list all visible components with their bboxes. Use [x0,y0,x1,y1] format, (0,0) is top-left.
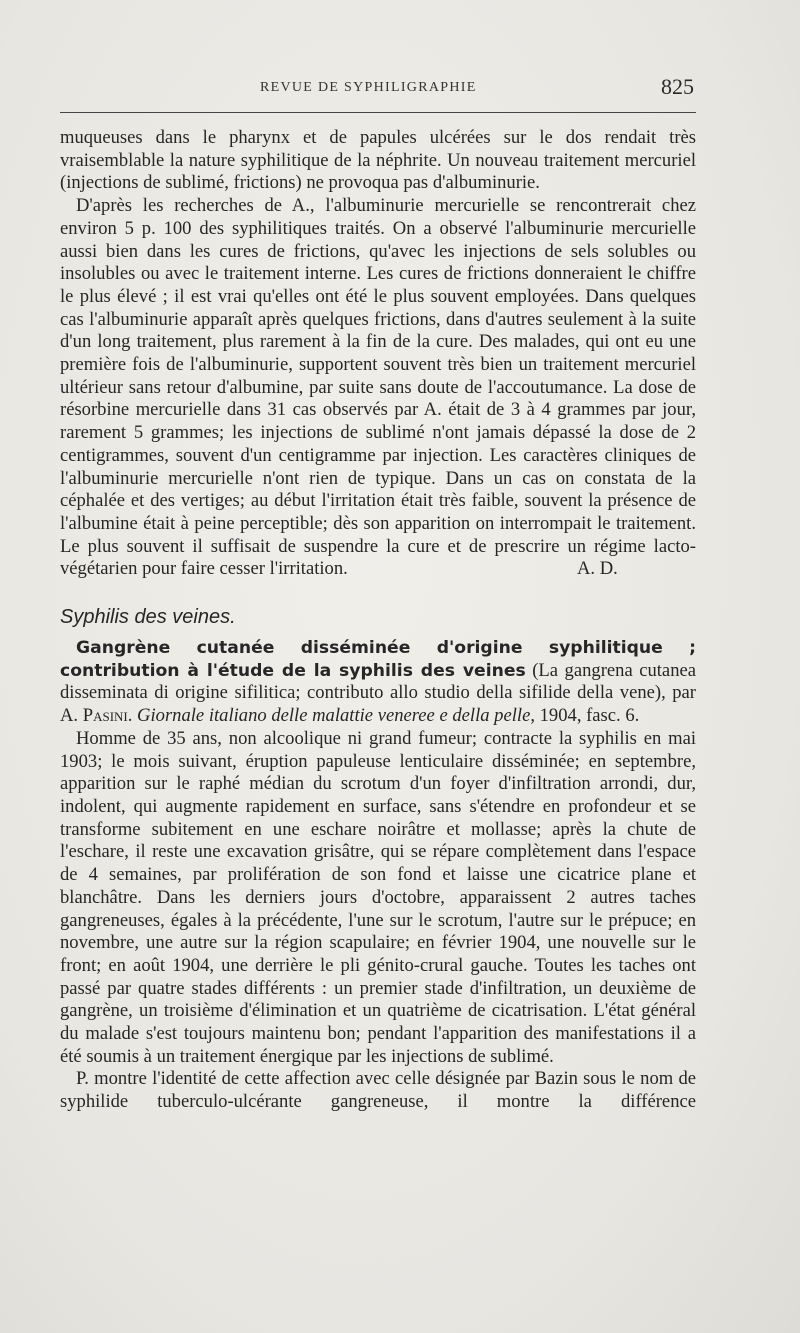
review-signature: A. D. [577,558,618,580]
page-header [60,74,696,104]
paragraph-4: P. montre l'identité de cette affection avec celle désignée par Bazin sous le nom de syphilide tuberculo-ulcérante gangreneuse, il montre la différence [60,1068,696,1113]
article-citation-part-2: . [127,705,138,727]
article-journal: Giornale italiano delle malattie veneree e della pelle [137,705,531,727]
paragraph-2-text: D'après les recherches de A., l'albuminurie mercurielle se rencontrerait chez environ 5 p. 100 des syphilitiques traités. On a observé l'albuminurie mercurielle aussi bien dans les cures de frictions, qu'avec les injections de sels solubles ou insolubles ou avec le traitement interne. Les cures de frictions donneraient le chiffre le plus élevé ; il est vrai qu'elles ont été le plus souvent employées. Dans quelques cas l'albuminurie apparaît après quelques frictions, dans d'autres seulement à la suite d'un long traitement, plus rarement à la fin de la cure. Des malades, qui ont eu une première fois de l'albuminurie, supportent souvent très bien un traitement mercuriel ultérieur sans retour d'albumine, par suite sans doute de l'accoutumance. La dose de résorbine mercurielle dans 31 cas observés par A. était de 3 à 4 grammes par jour, rarement 5 grammes; les injections de sublimé n'ont jamais dépassé la dose de 2 centigrammes, souvent d'un centigramme par injection. Les caractères cliniques de l'albuminurie mercurielle n'ont rien de typique. Dans un cas on constata de la céphalée et des vertiges; au début l'irritation était très faible, souvent la présence de l'albumine était à peine perceptible; dès son apparition on interrompait le traitement. Le plus souvent il suffisait de suspendre la cure et de prescrire un régime lacto-végétarien pour faire cesser l'irritation. [60,195,696,580]
paragraph-1: muqueuses dans le pharynx et de papules ulcérées sur le dos rendait très vraisemblable la nature syphilitique de la néphrite. Un nouveau traitement mercuriel (injections de sublimé, frictions) ne provoqua pas d'albuminurie. [60,127,696,194]
page-number: 825 [661,74,694,99]
article-citation-part-3: , 1904, fasc. 6. [530,705,640,727]
body-text [60,127,696,1114]
paragraph-3: Homme de 35 ans, non alcoolique ni grand fumeur; contracte la syphilis en mai 1903; le mois suivant, éruption papuleuse lenticulaire disséminée; en septembre, apparition sur le raphé médian du scrotum d'un foyer d'infiltration arrondi, dur, indolent, qui augmente rapidement en surface, sans s'étendre en profondeur et se transforme subitement en une eschare noirâtre et mollasse; après la chute de l'eschare, il reste une excavation grisâtre, qui se répare complètement dans l'espace de 4 semaines, par prolifération de son fond et laisse une cicatrice plane et blanchâtre. Dans les derniers jours d'octobre, apparaissent 2 autres taches gangreneuses, égales à la précédente, l'une sur le scrotum, l'autre sur le prépuce; en novembre, une autre sur la région scapulaire; en février 1904, une nouvelle sur le front; en août 1904, une derrière le pli génito-crural gauche. Toutes les taches ont passé par quatre stades différents : un premier stade d'infiltration, un deuxième de gangrène, un troisième d'élimination et un quatrième de cicatrisation. L'état général du malade s'est toujours maintenu bon; pendant l'apparition des manifestations il a été soumis à un traitement énergique par les injections de sublimé. [60,727,696,1067]
running-title: REVUE DE SYPHILIGRAPHIE [260,80,477,95]
section-title: Syphilis des veines. [60,606,236,629]
article-citation-part-1: (La gangrena cutanea disseminata di origine sifilitica; contributo allo studio della sifilide della vene), par A. [60,659,696,727]
header-rule [60,112,696,113]
paragraph-2 [60,195,696,581]
article-author: Pasini [82,705,128,727]
article-title: Gangrène cutanée disséminée d'origine syphilitique ; contribution à l'étude de la syphilis des veines [60,638,696,681]
article-reference [60,637,696,728]
